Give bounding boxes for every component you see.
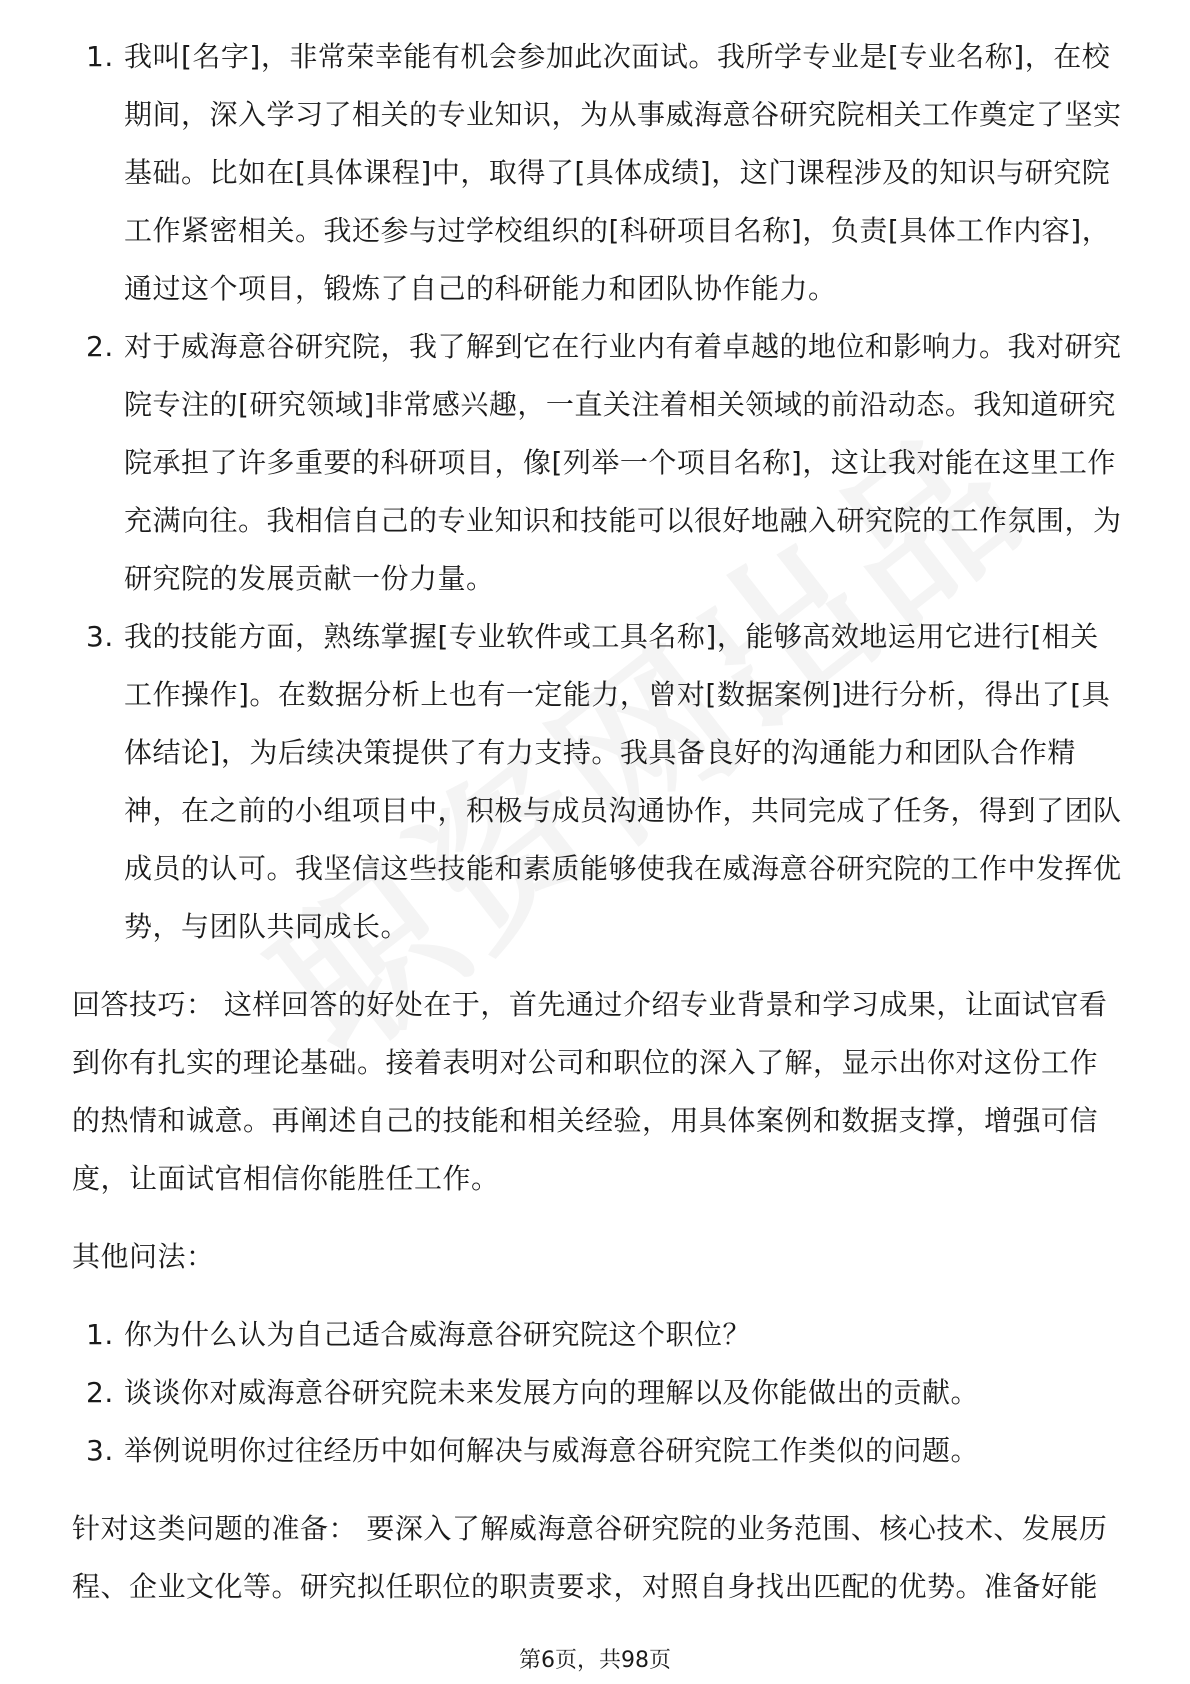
top-clip-fade: [0, 0, 1190, 34]
list-item: [72, 608, 1122, 956]
list-item-text: 我叫[名字]，非常荣幸能有机会参加此次面试。我所学专业是[专业名称]，在校期间，深入学习了相关的专业知识，为从事威海意谷研究院相关工作奠定了坚实基础。比如在[具体课程]中，取得了[具体成绩]，这门课程涉及的知识与研究院工作紧密相关。我还参与过学校组织的[科研项目名称]，负责[具体工作内容]，通过这个项目，锻炼了自己的科研能力和团队协作能力。: [124, 40, 1122, 305]
preparation-paragraph: 针对这类问题的准备： 要深入了解威海意谷研究院的业务范围、核心技术、发展历程、企业文化等。研究拟任职位的职责要求，对照自身找出匹配的优势。准备好能: [72, 1512, 1108, 1603]
page-number-footer: 第6页，共98页: [519, 1648, 671, 1673]
list-number: 1.: [86, 1318, 114, 1351]
list-item-text: 谈谈你对威海意谷研究院未来发展方向的理解以及你能做出的贡献。: [124, 1376, 980, 1409]
list-number: 2.: [86, 330, 114, 363]
list-number: 1.: [86, 40, 114, 73]
list-item: [72, 1306, 1122, 1364]
answer-list: [72, 28, 1122, 956]
list-number: 3.: [86, 1434, 114, 1467]
list-item-text: 对于威海意谷研究院，我了解到它在行业内有着卓越的地位和影响力。我对研究院专注的[研究领域]非常感兴趣，一直关注着相关领域的前沿动态。我知道研究院承担了许多重要的科研项目，像[列举一个项目名称]，这让我对能在这里工作充满向往。我相信自己的专业知识和技能可以很好地融入研究院的工作氛围，为研究院的发展贡献一份力量。: [124, 330, 1122, 595]
document-body: [72, 28, 1122, 1616]
other-questions-list: [72, 1306, 1122, 1480]
list-item: [72, 28, 1122, 318]
list-number: 3.: [86, 620, 114, 653]
list-item-text: 举例说明你过往经历中如何解决与威海意谷研究院工作类似的问题。: [124, 1434, 980, 1467]
list-item-text: 你为什么认为自己适合威海意谷研究院这个职位？: [124, 1318, 752, 1351]
list-item: [72, 1422, 1122, 1480]
list-number: 2.: [86, 1376, 114, 1409]
list-item: [72, 318, 1122, 608]
list-item: [72, 1364, 1122, 1422]
other-questions-heading: 其他问法：: [72, 1240, 215, 1273]
list-item-text: 我的技能方面，熟练掌握[专业软件或工具名称]，能够高效地运用它进行[相关工作操作]。在数据分析上也有一定能力，曾对[数据案例]进行分析，得出了[具体结论]，为后续决策提供了有力支持。我具备良好的沟通能力和团队合作精神，在之前的小组项目中，积极与成员沟通协作，共同完成了任务，得到了团队成员的认可。我坚信这些技能和素质能够使我在威海意谷研究院的工作中发挥优势，与团队共同成长。: [124, 620, 1122, 943]
answer-tips-paragraph: 回答技巧： 这样回答的好处在于，首先通过介绍专业背景和学习成果，让面试官看到你有扎实的理论基础。接着表明对公司和职位的深入了解，显示出你对这份工作的热情和诚意。再阐述自己的技能和相关经验，用具体案例和数据支撑，增强可信度，让面试官相信你能胜任工作。: [72, 988, 1108, 1195]
